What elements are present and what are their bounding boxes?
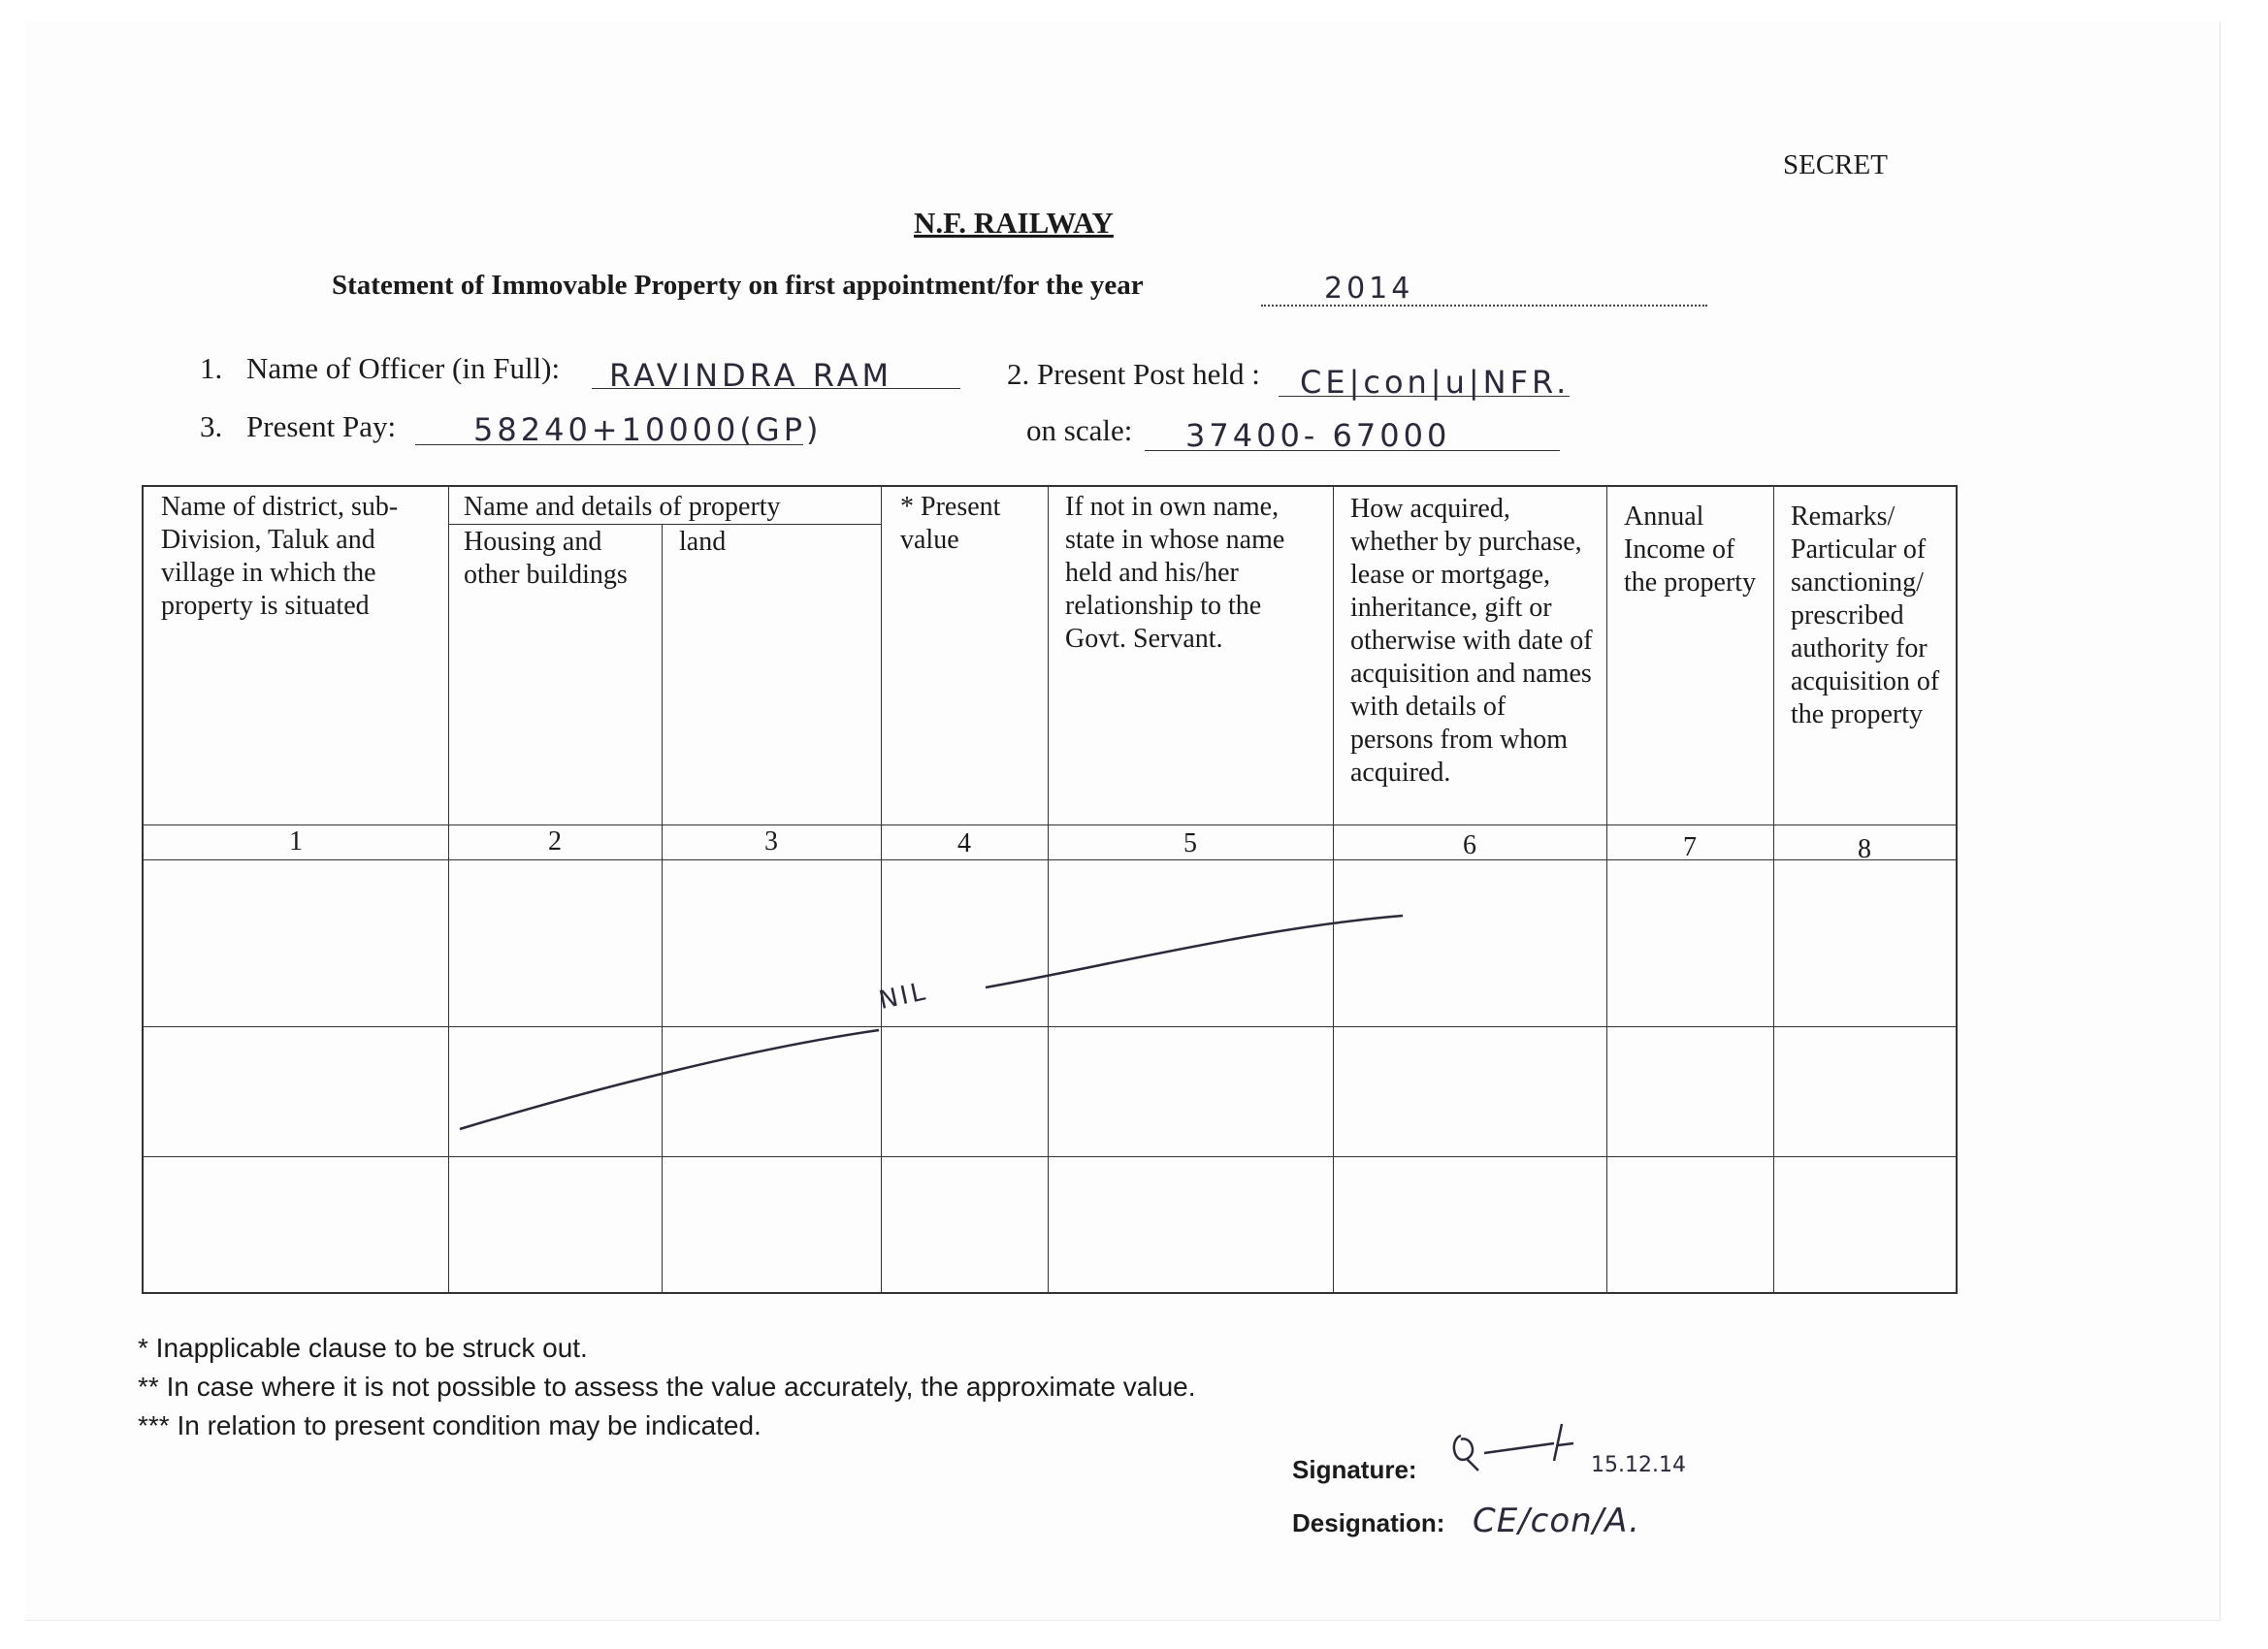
table-divider (144, 1026, 1956, 1027)
footnote-2: ** In case where it is not possible to assess the value accurately, the approximate value. (138, 1372, 1196, 1402)
table-divider (881, 487, 882, 1292)
header-annual-income: Annual Income of the property (1624, 501, 1757, 598)
header-land: land (679, 527, 727, 557)
header-property-group: Name and details of property (464, 492, 781, 522)
classification-label: SECRET (1783, 149, 1888, 180)
pay-scale-label: on scale: (1026, 413, 1133, 447)
table-divider (448, 487, 449, 1292)
column-number: 4 (957, 828, 971, 858)
present-pay-value: 58240+10000(GP) (473, 411, 823, 448)
table-divider (1333, 487, 1334, 1292)
header-ownership: If not in own name, state in whose name held and his/her relationship to the Govt. Servant. (1065, 492, 1285, 654)
header-location: Name of district, sub-Division, Taluk and village in which the property is situated (161, 492, 399, 621)
designation-value: CE/con/A. (1473, 1502, 1640, 1540)
present-post-label: 2. Present Post held : (1007, 357, 1260, 391)
column-number: 6 (1463, 830, 1476, 860)
signature-date: 15.12.14 (1591, 1453, 1686, 1477)
officer-name-value: RAVINDRA RAM (609, 357, 893, 394)
designation-label: Designation: (1292, 1508, 1445, 1537)
property-table (142, 485, 1958, 1294)
column-number: 2 (548, 826, 562, 857)
table-divider (1048, 487, 1049, 1292)
header-remarks: Remarks/ Particular of sanctioning/ prescribed authority for acquisition of the property (1791, 501, 1940, 729)
present-pay-label: Present Pay: (246, 409, 397, 443)
column-number: 1 (289, 826, 303, 857)
table-divider (1773, 487, 1774, 1292)
pay-field-number: 3. (200, 409, 223, 443)
officer-name-label: Name of Officer (in Full): (246, 351, 561, 385)
header-present-value: * Present value (900, 492, 1001, 555)
column-number: 5 (1183, 828, 1197, 858)
year-value: 2014 (1324, 272, 1414, 306)
footnotes (138, 1329, 1196, 1445)
handwritten-signature (1445, 1416, 1601, 1474)
footnote-3: *** In relation to present condition may be indicated. (138, 1410, 761, 1440)
pay-scale-value: 37400- 67000 (1185, 417, 1451, 454)
table-divider (144, 1156, 1956, 1157)
column-number: 7 (1683, 832, 1697, 862)
column-number: 8 (1858, 834, 1871, 864)
header-housing: Housing and other buildings (464, 527, 628, 590)
table-divider (662, 524, 663, 1292)
present-post-value: CE|con|u|NFR. (1300, 364, 1571, 401)
header-acquisition: How acquired, whether by purchase, lease or mortgage, inheritance, gift or otherwise with date of acquisition and names with details of persons from whom acquired. (1350, 494, 1593, 788)
organisation-title: N.F. RAILWAY (914, 206, 1114, 240)
statement-title: Statement of Immovable Property on first appointment/for the year (332, 270, 1144, 301)
officer-field-number: 1. (200, 351, 223, 385)
column-number: 3 (764, 826, 778, 857)
nil-entry: NIL (876, 977, 931, 1016)
signature-label: Signature: (1292, 1455, 1417, 1484)
table-divider (1606, 487, 1607, 1292)
table-divider (448, 524, 881, 525)
footnote-1: * Inapplicable clause to be struck out. (138, 1333, 588, 1363)
table-divider (144, 824, 1956, 825)
